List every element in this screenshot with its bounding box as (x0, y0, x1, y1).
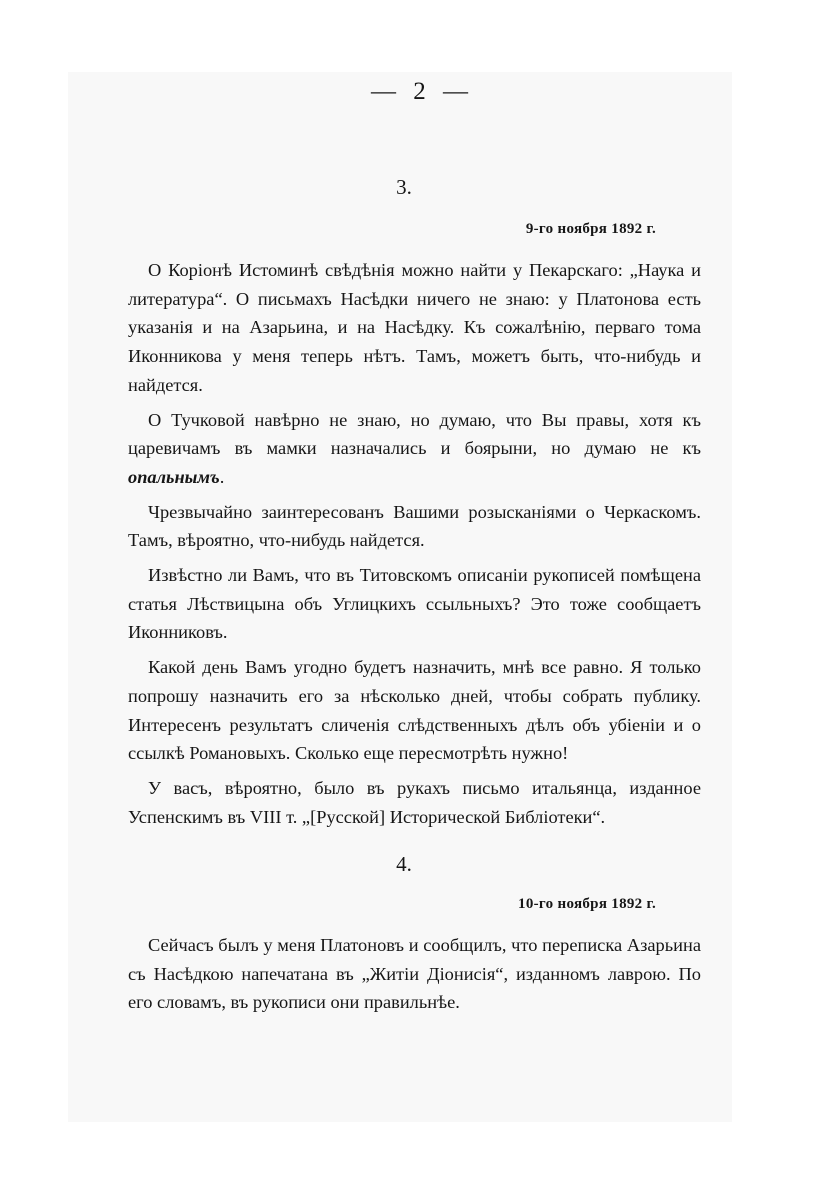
paragraph: Чрезвычайно заинтересованъ Вашими розысканіями о Черкаскомъ. Тамъ, вѣроятно, что-нибудь найдется. (128, 501, 701, 551)
paragraph (128, 406, 701, 492)
page-number-header (0, 78, 840, 106)
letter-body-4 (128, 931, 701, 1023)
paragraph-text: О Тучковой навѣрно не знаю, но думаю, что Вы правы, хотя къ царевичамъ въ мамки назначались и боярыни, но думаю не къ (128, 409, 701, 459)
paragraph-text-end: . (219, 466, 225, 487)
letter-number-4: 4. (396, 852, 412, 876)
paragraph: У васъ, вѣроятно, было въ рукахъ письмо итальянца, изданное Успенскимъ въ VIII т. „[Русской] Исторической Библіотеки“. (128, 777, 701, 827)
emphasized-word: опальнымъ (128, 466, 220, 487)
paragraph: Сейчасъ былъ у меня Платоновъ и сообщилъ, что переписка Азарьина съ Насѣдкою напечатана въ „Житіи Діонисія“, изданномъ лаврою. По его словамъ, въ рукописи они правильнѣе. (128, 935, 701, 1013)
page-number-dash-left: — (371, 78, 397, 105)
letter-date-3: 9-го ноября 1892 г. (525, 221, 656, 237)
paragraph: Какой день Вамъ угодно будетъ назначить, мнѣ все равно. Я только попрошу назначить его за нѣсколько дней, чтобы собрать публику. Интересенъ результатъ сличенія слѣдственныхъ дѣлъ объ убіеніи и о ссылкѣ Романовыхъ. Сколько еще пересмотрѣть нужно! (128, 657, 701, 764)
page-number-dash-right: — (443, 78, 469, 105)
paragraph: Извѣстно ли Вамъ, что въ Титовскомъ описаніи рукописей помѣщена статья Лѣствицына объ Углицкихъ ссыльныхъ? Это тоже сообщаетъ Иконниковъ. (128, 565, 701, 643)
paragraph: О Коріонѣ Истоминѣ свѣдѣнія можно найти у Пекарскаго: „Наука и литература“. О письмахъ Насѣдки ничего не знаю: у Платонова есть указанія и на Азарьина, и на Насѣдку. Къ сожалѣнію, перваго тома Иконникова у меня теперь нѣтъ. Тамъ, можетъ быть, что-нибудь и найдется. (128, 260, 701, 395)
page-number: 2 (413, 78, 427, 105)
letter-body-3 (128, 256, 701, 837)
letter-date-4: 10-го ноября 1892 г. (518, 896, 656, 912)
letter-number-3: 3. (396, 175, 412, 199)
